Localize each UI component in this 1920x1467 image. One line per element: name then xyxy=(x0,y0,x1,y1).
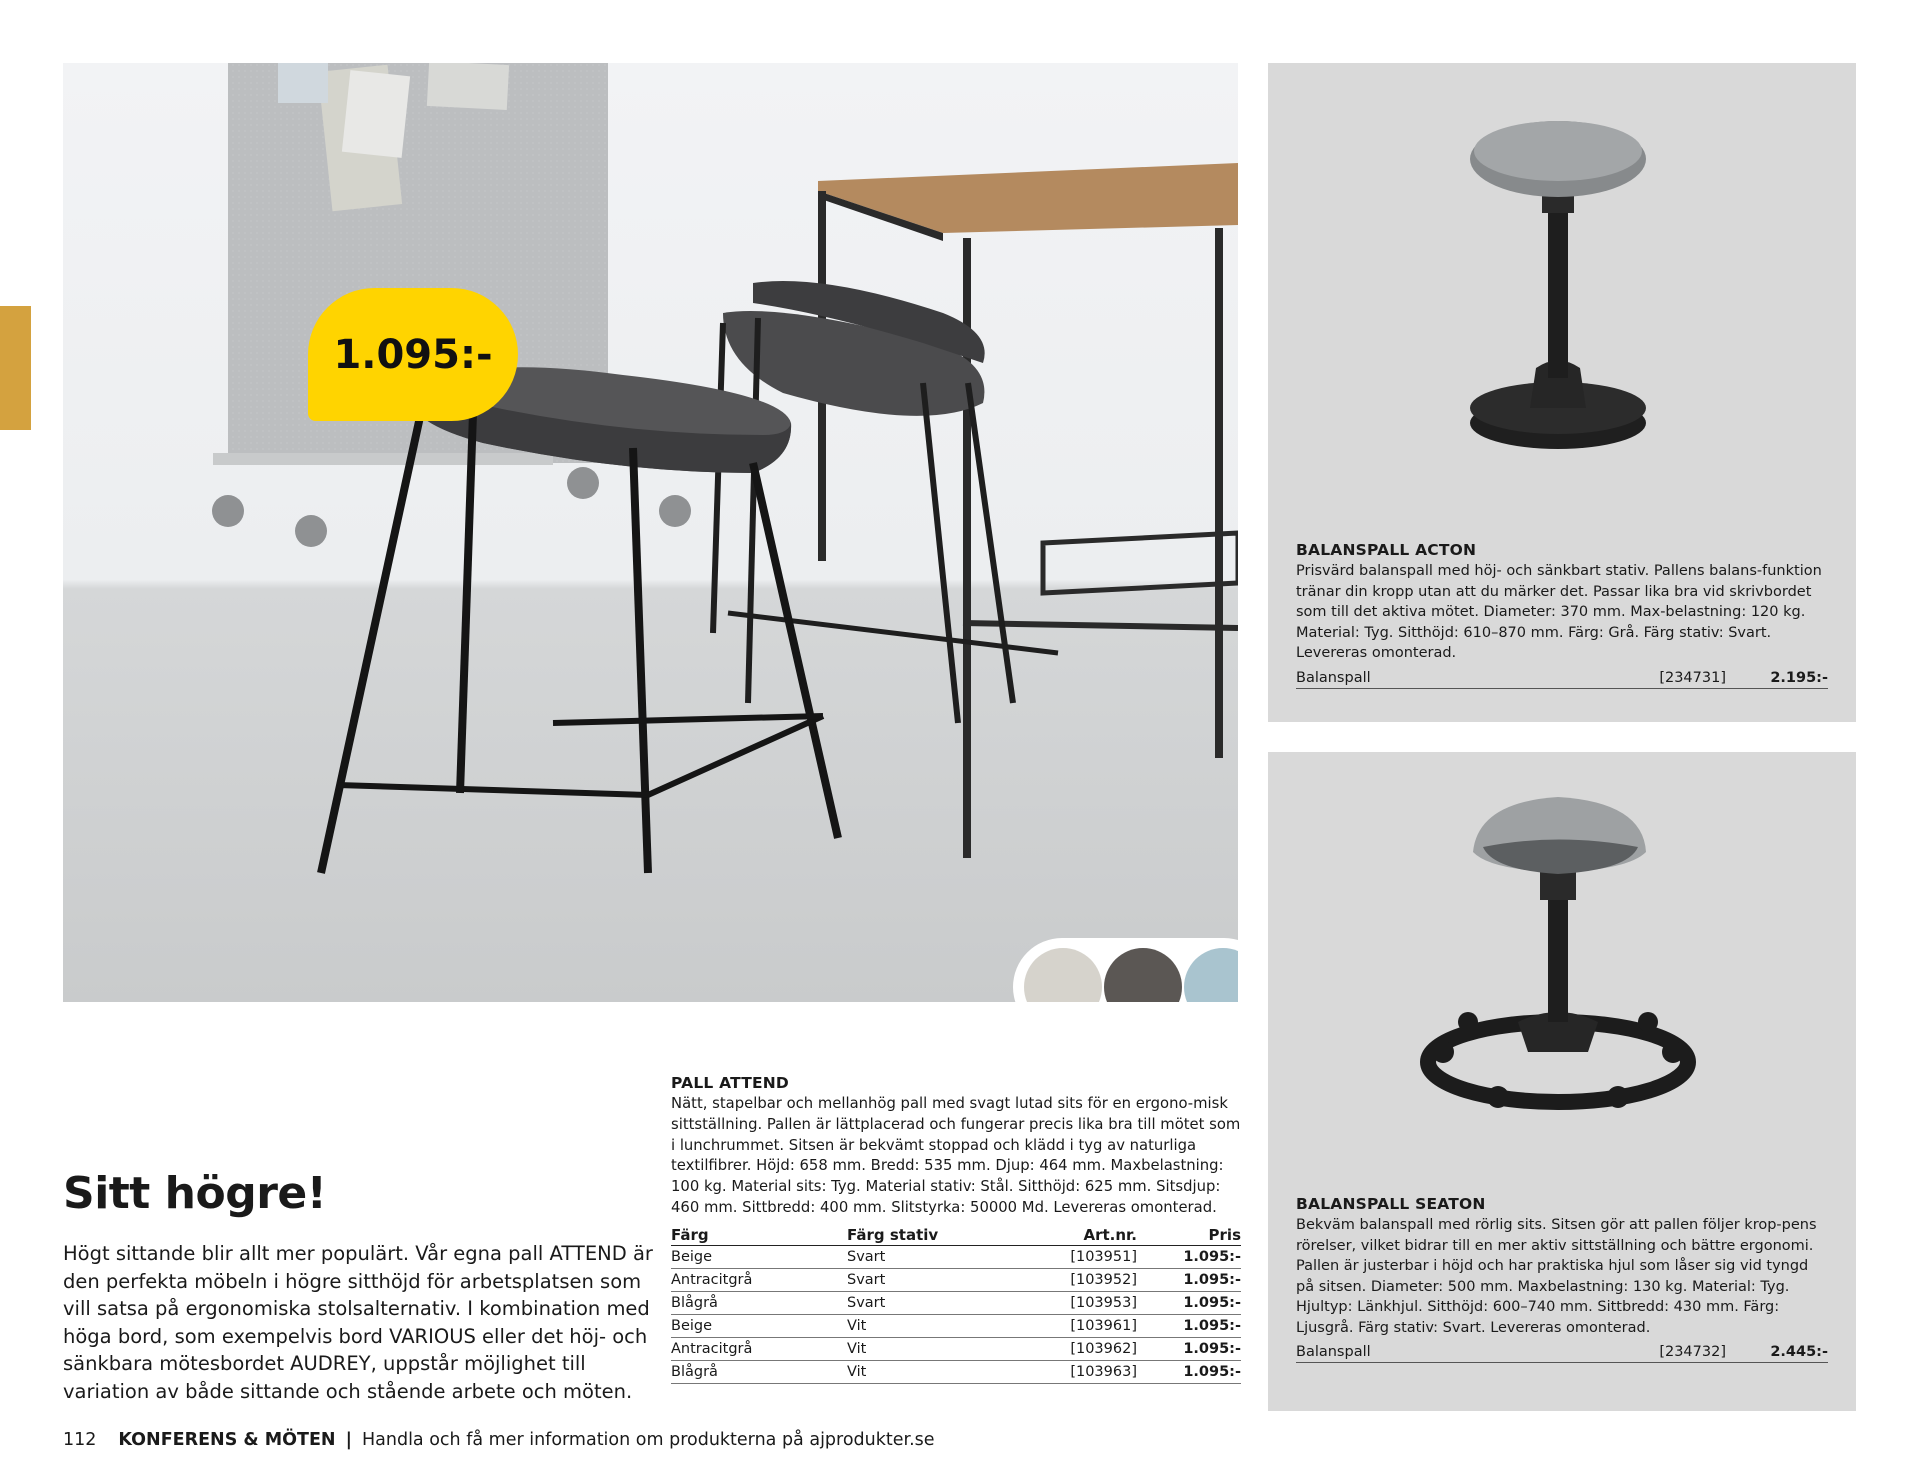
article-number: [234732] xyxy=(1659,1344,1726,1360)
product-name: Balanspall xyxy=(1296,669,1371,686)
spec-table xyxy=(671,1225,1241,1384)
footer-separator: | xyxy=(345,1430,352,1450)
cell-price: 1.095:- xyxy=(1137,1245,1241,1268)
product-title: PALL ATTEND xyxy=(671,1074,790,1092)
color-swatches xyxy=(1013,938,1238,1002)
product-name: Balanspall xyxy=(1296,1344,1371,1360)
cell-frame-color: Svart xyxy=(847,1291,1027,1314)
cell-art-nr: [103963] xyxy=(1027,1360,1137,1383)
cell-frame-color: Vit xyxy=(847,1314,1027,1337)
col-header: Pris xyxy=(1137,1225,1241,1246)
product-description: Prisvärd balanspall med höj- och sänkbart stativ. Pallens balans-funktion tränar din kropp utan att du märker det. Passar lika bra vid skrivbordet som till det aktiva mötet. Diameter: 370 mm. Max-belastning: 120 kg. Material: Tyg. Sitthöjd: 610–870 mm. Färg: Grå. Färg stativ: Svart. Levereras omonterad. xyxy=(1296,563,1822,661)
cell-price: 1.095:- xyxy=(1137,1291,1241,1314)
product-panel-acton xyxy=(1268,63,1856,722)
spec-header-row xyxy=(671,1225,1241,1246)
cell-frame-color: Svart xyxy=(847,1245,1027,1268)
product-price: 2.195:- xyxy=(1770,669,1828,686)
cell-price: 1.095:- xyxy=(1137,1314,1241,1337)
page-number: 112 xyxy=(63,1430,97,1450)
cell-color: Antracitgrå xyxy=(671,1337,847,1360)
swatch-blagra xyxy=(1184,948,1238,1002)
product-price: 2.445:- xyxy=(1770,1344,1828,1360)
product-panel-seaton xyxy=(1268,752,1856,1411)
cell-price: 1.095:- xyxy=(1137,1337,1241,1360)
col-header: Art.nr. xyxy=(1027,1225,1137,1246)
product-info-attend xyxy=(671,1074,1241,1384)
cell-art-nr: [103952] xyxy=(1027,1268,1137,1291)
col-header: Färg stativ xyxy=(847,1225,1027,1246)
cell-color: Beige xyxy=(671,1314,847,1337)
product-price-row xyxy=(1296,670,1828,689)
table-row xyxy=(671,1337,1241,1360)
table-row xyxy=(671,1245,1241,1268)
product-title: BALANSPALL ACTON xyxy=(1296,541,1477,559)
cell-color: Blågrå xyxy=(671,1291,847,1314)
cell-color: Beige xyxy=(671,1245,847,1268)
cell-price: 1.095:- xyxy=(1137,1360,1241,1383)
cell-frame-color: Vit xyxy=(847,1360,1027,1383)
stool-scene-illustration xyxy=(63,63,1238,1002)
cell-art-nr: [103962] xyxy=(1027,1337,1137,1360)
footer-text: Handla och få mer information om produkterna på ajprodukter.se xyxy=(361,1430,935,1450)
cell-art-nr: [103953] xyxy=(1027,1291,1137,1314)
product-description: Bekväm balanspall med rörlig sits. Sitsen gör att pallen följer krop-pens rörelser, vilket bidrar till en mer aktiv sittställning och bättre ergonomi. Pallen är justerbar i höjd och har praktiska hjul som låser sig vid tyngd på sitsen. Diameter: 500 mm. Maxbelastning: 130 kg. Material: Tyg. Hjultyp: Länkhjul. Sitthöjd: 600–740 mm. Sittbredd: 430 mm. Färg: Ljusgrå. Färg stativ: Svart. Levereras omonterad. xyxy=(1296,1217,1817,1336)
swatch-beige xyxy=(1024,948,1102,1002)
cell-art-nr: [103951] xyxy=(1027,1245,1137,1268)
cell-frame-color: Vit xyxy=(847,1337,1027,1360)
page-footer xyxy=(63,1430,935,1450)
cell-price: 1.095:- xyxy=(1137,1268,1241,1291)
table-row xyxy=(671,1291,1241,1314)
col-header: Färg xyxy=(671,1225,847,1246)
table-row xyxy=(671,1268,1241,1291)
swatch-antracit xyxy=(1104,948,1182,1002)
cell-art-nr: [103961] xyxy=(1027,1314,1137,1337)
product-description: Nätt, stapelbar och mellanhög pall med svagt lutad sits för en ergono-misk sittställning. Pallen är lättplacerad och fungerar precis lika bra till mötet som i lunchrummet. Sitsen är bekvämt stoppad och klädd i tyg av naturliga textilfibrer. Höjd: 658 mm. Bredd: 535 mm. Djup: 464 mm. Maxbelastning: 100 kg. Material sits: Tyg. Material stativ: Stål. Sitthöjd: 625 mm. Sitsdjup: 460 mm. Sittbredd: 400 mm. Slitstyrka: 50000 Md. Levereras omonterad. xyxy=(671,1095,1241,1216)
product-title: BALANSPALL SEATON xyxy=(1296,1195,1486,1213)
cell-frame-color: Svart xyxy=(847,1268,1027,1291)
product-info-acton xyxy=(1296,541,1826,689)
page-headline: Sitt högre! xyxy=(63,1168,327,1219)
article-number: [234731] xyxy=(1659,669,1726,686)
cell-color: Blågrå xyxy=(671,1360,847,1383)
product-info-seaton xyxy=(1296,1195,1826,1363)
hero-photo xyxy=(63,63,1238,1002)
section-name: KONFERENS & MÖTEN xyxy=(118,1430,336,1450)
table-row xyxy=(671,1314,1241,1337)
intro-text: Högt sittande blir allt mer populärt. Vår egna pall ATTEND är den perfekta möbeln i högre sitthöjd för arbetsplatsen som vill satsa på ergonomiska stolsalternativ. I kombination med höga bord, som exempelvis bord VARIOUS eller det höj- och sänkbara mötesbordet AUDREY, uppstår möjlighet till variation av både sittande och stående arbete och möten. xyxy=(63,1242,653,1403)
section-tab xyxy=(0,306,31,430)
product-price-row xyxy=(1296,1344,1828,1363)
price-badge: 1.095:- xyxy=(308,288,518,421)
table-row xyxy=(671,1360,1241,1383)
cell-color: Antracitgrå xyxy=(671,1268,847,1291)
